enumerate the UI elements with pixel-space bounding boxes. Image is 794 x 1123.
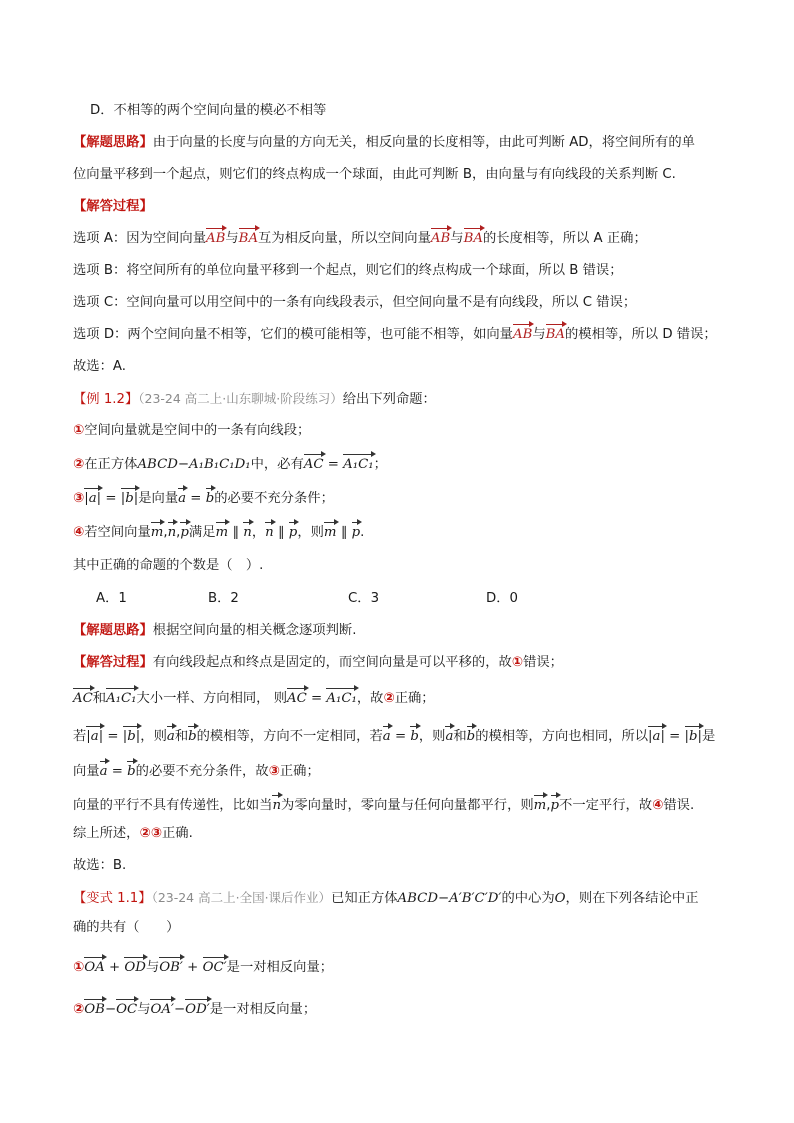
choice-c: C．3 xyxy=(348,591,380,606)
proposition-4: ④若空间向量m,n,p满足m ∥ n，n ∥ p，则m ∥ p. xyxy=(73,523,722,543)
solution-line-5: 向量的平行不具有传递性，比如当n为零向量时，零向量与任何向量都平行，则m,p不一定平行，故④错误. xyxy=(73,796,722,816)
proposition-3: ③|a| = |b|是向量a = b的必要不充分条件； xyxy=(73,489,722,509)
option-d: D．不相等的两个空间向量的模必不相等 xyxy=(90,103,327,118)
proposition-1: ①空间向量就是空间中的一条有向线段； xyxy=(73,423,311,438)
solution-line-4: 向量a = b的必要不充分条件，故③正确； xyxy=(73,762,722,782)
vector-ab: AB xyxy=(206,229,225,249)
thought-line-1: 【解题思路】由于向量的长度与向量的方向无关，相反向量的长度相等，由此可判断 AD，将空间所有的单 xyxy=(73,135,695,150)
solution-line-3: 若|a| = |b|，则a和b的模相等，方向不一定相同，若a = b，则a和b的模相等，方向也相同，所以|a| = |b|是 xyxy=(73,727,722,747)
answer-b: 故选：B. xyxy=(73,858,127,873)
variant-source: （23-24 高二上·全国·课后作业） xyxy=(151,890,332,905)
solution-line-1: 【解答过程】有向线段起点和终点是固定的，而空间向量是可以平移的，故①错误； xyxy=(73,655,563,670)
example-1-2-header: 【例 1.2】（23-24 高二上·山东聊城·阶段练习）给出下列命题： xyxy=(73,391,436,407)
question: 其中正确的命题的个数是（ ）. xyxy=(73,558,264,573)
vector-ba: BA xyxy=(239,229,258,249)
example-tag: 【例 1.2】 xyxy=(73,392,139,407)
thought-line: 【解题思路】根据空间向量的相关概念逐项判断. xyxy=(73,623,357,638)
choice-a: A．1 xyxy=(96,591,127,606)
variant-stem-2: 确的共有（ ） xyxy=(73,920,180,935)
proposition-2: ②在正方体ABCD−A₁B₁C₁D₁中，必有AC = A₁C₁； xyxy=(73,455,722,475)
thought-tag: 【解题思路】 xyxy=(73,135,153,150)
option-b-analysis: 选项 B：将空间所有的单位向量平移到一个起点，则它们的终点构成一个球面，所以 B 错误； xyxy=(73,263,623,278)
vector-a1c1: A₁C₁ xyxy=(343,455,373,475)
vector-ac: AC xyxy=(304,455,324,475)
option-a-analysis: 选项 A：因为空间向量AB与BA互为相反向量，所以空间向量AB与BA的长度相等，所以 A 正确； xyxy=(73,229,722,249)
choice-b: B．2 xyxy=(208,591,239,606)
thought-line-2: 位向量平移到一个起点，则它们的终点构成一个球面，由此可判断 B，由向量与有向线段的关系判断 C. xyxy=(73,167,676,182)
choice-d: D．0 xyxy=(486,591,518,606)
variant-item-1: ①OA + OD与OB′ + OC′是一对相反向量； xyxy=(73,958,722,978)
process-tag: 【解答过程】 xyxy=(73,199,153,214)
summary-line: 综上所述，②③正确. xyxy=(73,826,193,841)
solution-line-2: AC和A₁C₁大小一样、方向相同， 则AC = A₁C₁，故②正确； xyxy=(73,689,722,709)
answer-a: 故选：A. xyxy=(73,359,126,374)
option-d-analysis: 选项 D：两个空间向量不相等，它们的模可能相等，也可能不相等，如向量AB与BA的模相等，所以 D 错误； xyxy=(73,325,722,345)
source: （23-24 高二上·山东聊城·阶段练习） xyxy=(138,391,343,406)
variant-tag: 【变式 1.1】 xyxy=(73,891,152,906)
variant-1-1-header: 【变式 1.1】（23-24 高二上·全国·课后作业）已知正方体ABCD−A′B′C′D′的中心为O，则在下列各结论中正 xyxy=(73,890,699,906)
option-c-analysis: 选项 C：空间向量可以用空间中的一条有向线段表示，但空间向量不是有向线段，所以 C 错误； xyxy=(73,295,637,310)
variant-item-2: ②OB−OC与OA′−OD′是一对相反向量； xyxy=(73,1000,722,1020)
